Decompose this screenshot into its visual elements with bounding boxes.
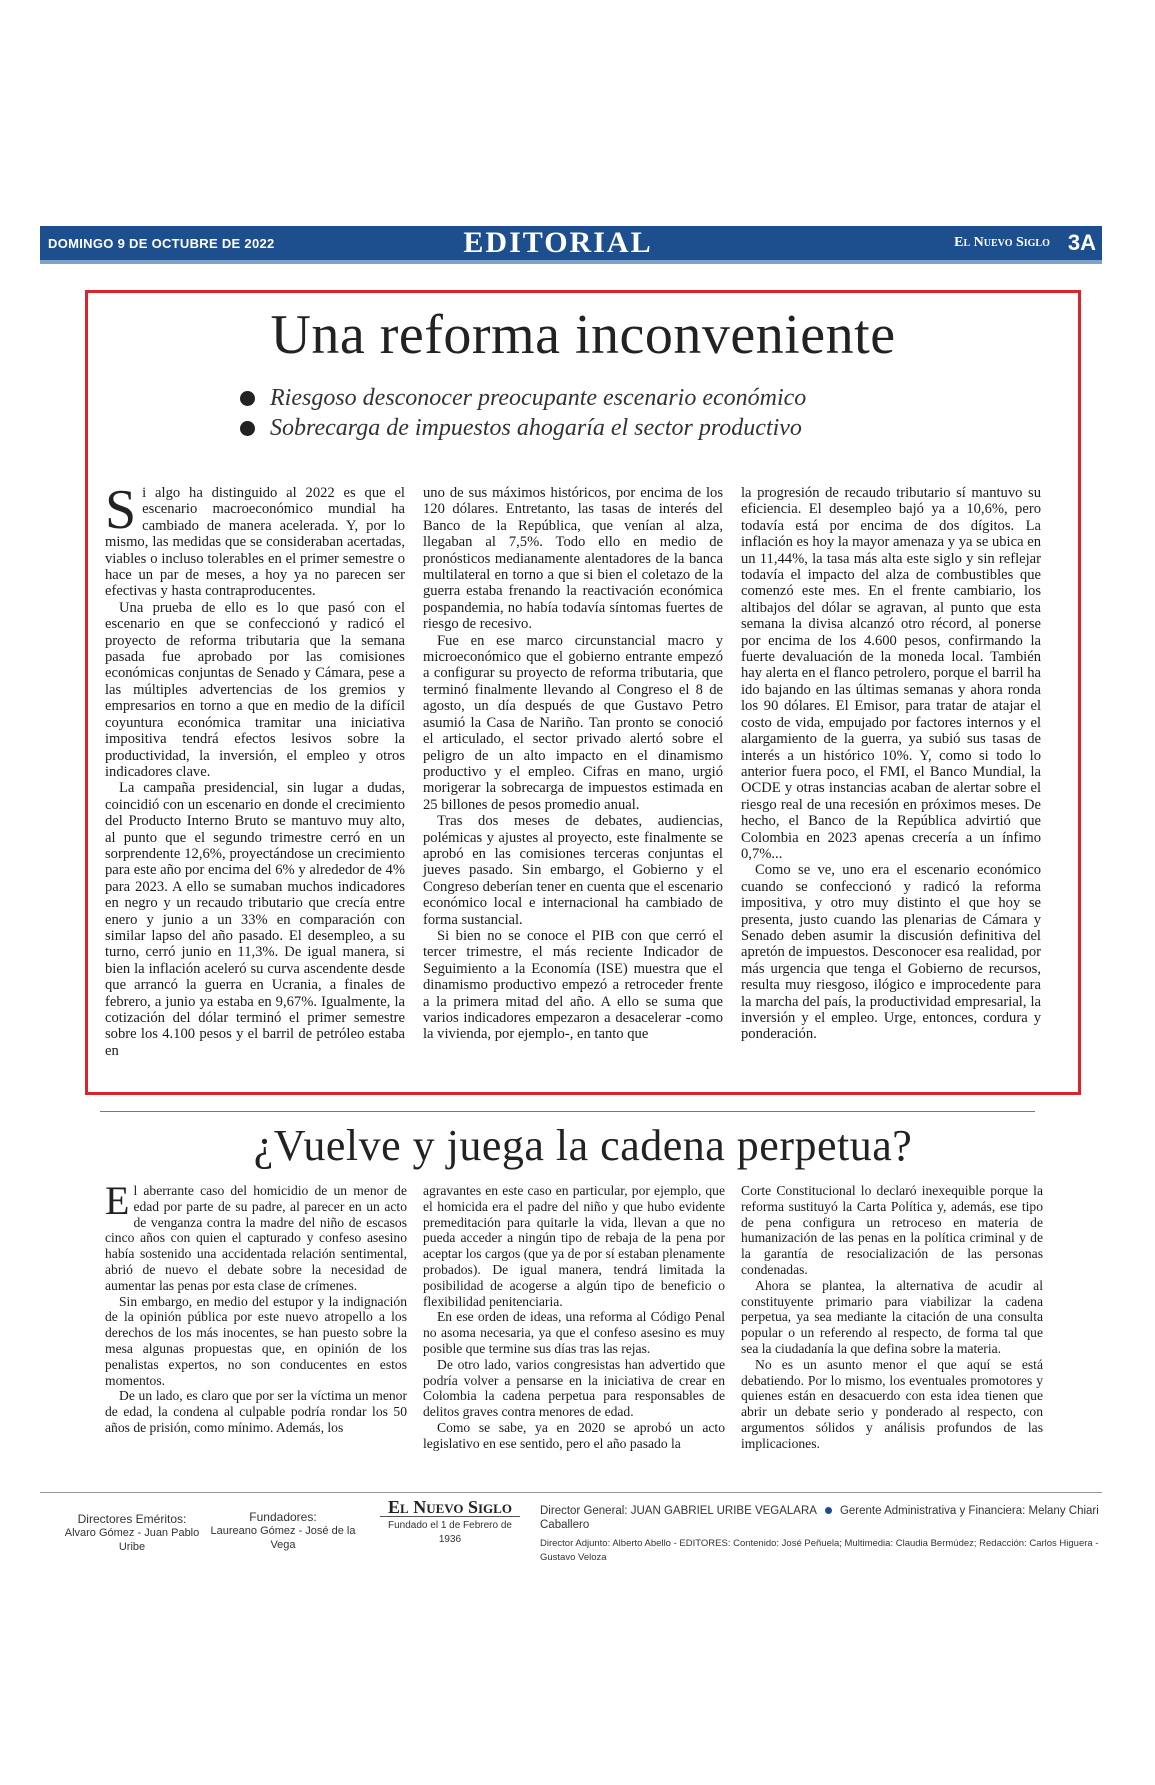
issue-date: DOMINGO 9 DE OCTUBRE DE 2022 (48, 235, 275, 251)
article1-title: Una reforma inconveniente (270, 304, 896, 366)
paragraph: Fue en ese marco circunstancial macro y microeconómico que el gobierno entrante empezó a configurar su proyecto de reforma tributaria, que terminó finalmente llevando al Congreso el 8 de agosto, un día después de que Gustavo Petro asumió la Casa de Nariño. Tan pronto se conoció el articulado, el sector privado alertó sobre el peligro de un alto impacto en el dinamismo productivo y el empleo. Cifras en mano, urgió morigerar la sobrecarga de impuestos estimada en 25 billones de pesos promedio anual. (423, 632, 723, 813)
paragraph: Corte Constitucional lo declaró inexequible porque la reforma sustituyó la Carta Política y, además, ese tipo de pena configura un retroceso en materia de humanización de las penas en la política criminal y de la garantía de resocialización de las personas condenadas. (741, 1183, 1043, 1277)
emeritus-label: Directores Eméritos: (77, 1512, 187, 1526)
article2-column-3 (741, 1183, 1043, 1452)
director-line (540, 1504, 1100, 1532)
article-divider (100, 1111, 1035, 1112)
emeritus-directors (62, 1512, 202, 1554)
article1-column-1 (105, 479, 405, 1059)
section-header-bar (40, 226, 1102, 264)
drop-cap: S (105, 479, 137, 541)
article2-column-2 (423, 1183, 725, 1452)
manager: Gerente Administrativa y Financiera: Melany Chiari Caballero (540, 1505, 1099, 1531)
subhead-item (240, 383, 1000, 413)
paragraph: El aberrante caso del homicidio de un menor de edad por parte de su padre, al parecer en un acto de venganza contra la madre del niño de escasos cinco años con quien el capturado y confeso asesino había sostenido una accidentada relación sentimental, abrió de nuevo el debate sobre la necesidad de aumentar las penas por esta clase de crímenes. (105, 1178, 407, 1293)
emeritus-names: Alvaro Gómez - Juan Pablo Uribe (64, 1527, 200, 1553)
founders-label: Fundadores: (249, 1510, 317, 1524)
subhead-text: Riesgoso desconocer preocupante escenario económico (270, 385, 807, 411)
drop-cap: E (105, 1178, 130, 1223)
paragraph: agravantes en este caso en particular, por ejemplo, que el homicida era el padre del niño y que hubo evidente premeditación para quitarle la vida, llevan a que no pueda acceder a ningún tipo de rebaja de la pena por aceptar los cargos (que ya de por sí estaban plenamente probados). De igual manera, tendrá limitada la posibilidad de acogerse a algún tipo de beneficio o flexibilidad penitenciaria. (423, 1183, 725, 1309)
article1-column-2 (423, 485, 723, 1043)
article1-column-3 (741, 485, 1041, 1043)
paragraph: Ahora se plantea, la alternativa de acudir al constituyente primario para viabilizar la cadena perpetua, ya sea mediante la citación de una consulta popular o un referendo al respecto, de forma tal que sea la ciudadanía la que defina sobre la materia. (741, 1277, 1043, 1356)
paragraph: Tras dos meses de debates, audiencias, polémicas y ajustes al proyecto, este finalmente se aprobó en las comisiones terceras conjuntas el jueves pasado. Sin embargo, el Gobierno y el Congreso deberían tener en cuenta que el escenario económico local e internacional ha cambiado de forma sustancial. (423, 813, 723, 928)
page-number: 3A (1067, 230, 1096, 255)
masthead-staff (540, 1504, 1100, 1565)
paragraph: la progresión de recaudo tributario sí mantuvo su eficiencia. El desempleo bajó ya a 10,6%, pero todavía está por encima de dos dígitos. La inflación es hoy la mayor amenaza y ya se ubica en un 11,44%, la tasa más alta este siglo y sin reflejar todavía el impacto del alza de combustibles que comenzó este mes. En el frente cambiario, los altibajos del dólar se agravan, al punto que esta semana la divisa alcanzó otro récord, al ponerse por encima de los 4.600 pesos, confirmando la fuerte devaluación de la moneda local. También hay alerta en el flanco petrolero, porque el barril ha ido bajando en las últimas semanas y ahora ronda los 90 dólares. El Emisor, para tratar de atajar el costo de vida, empujado por factores internos y el alargamiento de la guerra, ya subió sus tasas de interés a un histórico 10%. Y, como si todo lo anterior fuera poco, el FMI, el Banco Mundial, la OCDE y otras instancias acaban de alertar sobre el riesgo real de una recesión en próximos meses. De hecho, el Banco de la República advirtió que Colombia en 2023 apenas crecería a un ínfimo 0,7%... (741, 485, 1041, 862)
paragraph: La campaña presidencial, sin lugar a dudas, coincidió con un escenario en donde el crecimiento del Producto Interno Bruto se mantuvo muy alto, al punto que el segundo trimestre cerró en un sorprendente 12,6%, proyectándose un crecimiento para este año por encima del 6% y alrededor de 4% para 2023. A ello se sumaban muchos indicadores en negro y un recaudo tributario que crecía entre enero y junio a un 33% en comparación con similar lapso del año pasado. El desempleo, a su turno, cerró junio en 11,3%. De igual manera, si bien la inflación aceleró su curva ascendente desde que arrancó la guerra en Ucrania, a finales de febrero, a junio ya estaba en 9,67%. Igualmente, la cotización del dólar terminó el primer semestre sobre los 4.100 pesos y el barril de petróleo estaba en (105, 780, 405, 1059)
article1-subheads (240, 383, 1000, 443)
paragraph: Si algo ha distinguido al 2022 es que el escenario macroeconómico mundial ha cambiado de manera acelerada. Y, por lo mismo, las medidas que se consideraban acertadas, viables o incluso tolerables en el primer semestre o hace un par de meses, a hoy ya no parecen ser efectivas y hasta contraproducentes. (105, 479, 405, 600)
paragraph: Sin embargo, en medio del estupor y la indignación de la opinión pública por este nuevo atropello a los derechos de los más inocentes, se han puesto sobre la mesa algunas propuestas que, en opinión de los penalistas expertos, no son conducentes en estos momentos. (105, 1293, 407, 1388)
paragraph: En ese orden de ideas, una reforma al Código Penal no asoma necesaria, ya que el confeso asesino es muy posible que termine sus días tras las rejas. (423, 1309, 725, 1356)
paragraph: uno de sus máximos históricos, por encima de los 120 dólares. Entretanto, las tasas de interés del Banco de la República, que venían al alza, llegaban al 7,5%. Todo ello en medio de pronósticos medianamente alentadores de la banca multilateral en torno a que si bien el coletazo de la guerra estaba frenando la reactivación económica pospandemia, no había todavía síntomas fuertes de riesgo de recesivo. (423, 485, 723, 633)
director-general: Director General: JUAN GABRIEL URIBE VEGALARA (540, 1505, 817, 1517)
footer-rule (40, 1492, 1102, 1493)
paragraph: Como se sabe, ya en 2020 se aprobó un acto legislativo en ese sentido, pero el año pasado la (423, 1419, 725, 1451)
section-name: EDITORIAL (463, 226, 653, 259)
newspaper-name: El Nuevo Siglo (954, 235, 1050, 250)
paragraph: Si bien no se conoce el PIB con que cerró el tercer trimestre, el más reciente Indicador de Seguimiento a la Economía (ISE) muestra que el dinamismo productivo empezó a retroceder frente a la primera mitad del año. A ello se suma que varios indicadores empezaron a desacelerar -como la vivienda, por ejemplo-, en tanto que (423, 927, 723, 1043)
subhead-text: Sobrecarga de impuestos ahogaría el sector productivo (270, 415, 802, 441)
subhead-item (240, 413, 1000, 443)
paragraph: Como se ve, uno era el escenario económico cuando se confeccionó y radicó la reforma impositiva, y otro muy distinto el que hoy se presenta, justo cuando las plenarias de Cámara y Senado deben asumir la discusión definitiva del apretón de impuestos. Desconocer esa realidad, por más urgencia que tenga el Gobierno de recursos, resulta muy riesgoso, ilógico e improcedente para la marcha del país, la productividad empresarial, la inversión y el empleo. Urge, entonces, cordura y ponderación. (741, 862, 1041, 1043)
paragraph: De un lado, es claro que por ser la víctima un menor de edad, la condena al culpable podría rondar los 50 años de prisión, como mínimo. Además, los (105, 1388, 407, 1435)
founders-names: Laureano Gómez - José de la Vega (210, 1525, 356, 1551)
founders (198, 1510, 368, 1552)
separator-dot-icon (825, 1507, 832, 1514)
article2-column-1 (105, 1178, 407, 1436)
bullet-dot-icon (240, 421, 255, 436)
editors-line: Director Adjunto: Alberto Abello - EDITORES: Contenido: José Peñuela; Multimedia: Claudia Bermúdez; Redacción: Carlos Higuera - Gustavo Veloza (540, 1538, 1099, 1563)
newspaper-logo: El Nuevo Siglo (388, 1497, 512, 1517)
masthead-logo-block (380, 1497, 520, 1547)
article2-title: ¿Vuelve y juega la cadena perpetua? (253, 1121, 913, 1170)
paragraph: No es un asunto menor el que aquí se está debatiendo. Por lo mismo, los eventuales promotores y quienes están en desacuerdo con esta idea tienen que abrir un debate serio y ponderado al respecto, con argumentos sólidos y análisis profundos de las implicaciones. (741, 1356, 1043, 1451)
bullet-dot-icon (240, 391, 255, 406)
paragraph: De otro lado, varios congresistas han advertido que podría volver a pensarse en la iniciativa de crear en Colombia la cadena perpetua para responsables de delitos graves contra menores de edad. (423, 1356, 725, 1420)
paragraph: Una prueba de ello es lo que pasó con el escenario en que se confeccionó y radicó el proyecto de reforma tributaria que la semana pasada fue aprobado por las comisiones económicas conjuntas de Senado y Cámara, pese a las múltiples advertencias de los gremios y empresarios en torno a que en medio de la difícil coyuntura económica tramitar una iniciativa impositiva tendrá efectos lesivos sobre la productividad, la inversión, el empleo y otros indicadores clave. (105, 599, 405, 780)
founded-date: Fundado el 1 de Febrero de 1936 (380, 1516, 520, 1547)
